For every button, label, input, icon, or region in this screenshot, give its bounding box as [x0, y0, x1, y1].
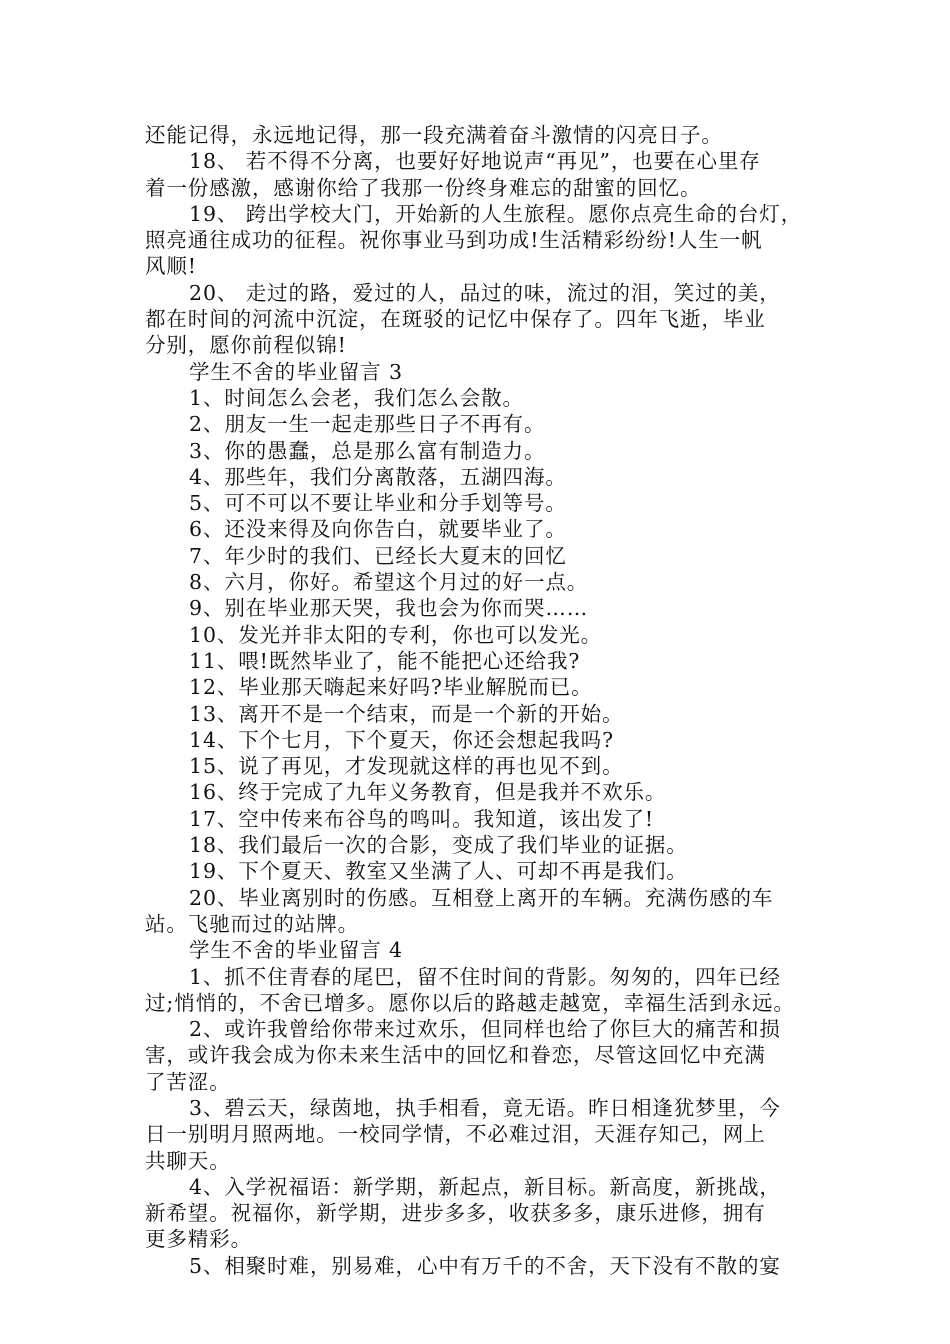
- text-line: 5、可不可以不要让毕业和分手划等号。: [189, 491, 567, 516]
- text-line: 9、别在毕业那天哭，我也会为你而哭……: [189, 596, 589, 621]
- text-line: 日一别明月照两地。一校同学情，不必难过泪，天涯存知己，网上: [145, 1122, 766, 1147]
- text-line: 10、发光并非太阳的专利，你也可以发光。: [189, 622, 603, 647]
- text-line: 11、喂!既然毕业了，能不能把心还给我?: [189, 648, 581, 673]
- text-line: 共聊天。: [145, 1148, 231, 1173]
- text-line: 3、你的愚蠢，总是那么富有制造力。: [189, 438, 546, 463]
- text-line: 20、 走过的路，爱过的人，品过的味，流过的泪，笑过的美，: [189, 280, 781, 305]
- text-line: 7、年少时的我们、已经长大夏末的回忆: [189, 543, 567, 568]
- text-line: 5、相聚时难，别易难，心中有万千的不舍，天下没有不散的宴: [189, 1253, 781, 1278]
- text-line: 学生不舍的毕业留言 4: [189, 938, 403, 963]
- text-line: 1、时间怎么会老，我们怎么会散。: [189, 385, 524, 410]
- text-line: 18、 若不得不分离，也要好好地说声“再见”，也要在心里存: [189, 149, 761, 174]
- text-line: 还能记得，永远地记得，那一段充满着奋斗激情的闪亮日子。: [145, 123, 723, 147]
- text-line: 学生不舍的毕业留言 3: [189, 359, 403, 384]
- text-line: 19、 跨出学校大门，开始新的人生旅程。愿你点亮生命的台灯，: [189, 201, 803, 226]
- text-line: 更多精彩。: [145, 1227, 252, 1252]
- text-line: 都在时间的河流中沉淀，在斑驳的记忆中保存了。四年飞逝，毕业: [145, 307, 766, 332]
- text-line: 12、毕业那天嗨起来好吗?毕业解脱而已。: [189, 675, 593, 700]
- text-line: 着一份感激，感谢你给了我那一份终身难忘的甜蜜的回忆。: [145, 175, 702, 200]
- text-line: 了苦涩。: [145, 1069, 231, 1094]
- text-line: 害，或许我会成为你未来生活中的回忆和眷恋，尽管这回忆中充满: [145, 1043, 766, 1068]
- text-line: 17、空中传来布谷鸟的鸣叫。我知道，该出发了!: [189, 806, 655, 831]
- text-line: 16、终于完成了九年义务教育，但是我并不欢乐。: [189, 780, 667, 805]
- text-line: 14、下个七月，下个夏天，你还会想起我吗?: [189, 727, 614, 752]
- text-line: 18、我们最后一次的合影，变成了我们毕业的证据。: [189, 833, 688, 858]
- document-body: [145, 122, 807, 1279]
- text-line: 照亮通往成功的征程。祝你事业马到功成!生活精彩纷纷!人生一帆: [145, 228, 763, 253]
- text-line: 15、说了再见，才发现就这样的再也见不到。: [189, 754, 624, 779]
- text-line: 过;悄悄的，不舍已增多。愿你以后的路越走越宽，幸福生活到永远。: [145, 990, 795, 1015]
- text-line: 2、朋友一生一起走那些日子不再有。: [189, 412, 546, 437]
- text-line: 2、或许我曾给你带来过欢乐，但同样也给了你巨大的痛苦和损: [189, 1017, 781, 1042]
- text-line: 1、抓不住青春的尾巴，留不住时间的背影。匆匆的，四年已经: [189, 964, 781, 989]
- text-line: 13、离开不是一个结束，而是一个新的开始。: [189, 701, 624, 726]
- text-line: 8、六月，你好。希望这个月过的好一点。: [189, 570, 589, 595]
- text-line: 19、下个夏天、教室又坐满了人、可却不再是我们。: [189, 859, 688, 884]
- text-line: 站。飞驰而过的站牌。: [145, 911, 359, 936]
- text-line: 20、毕业离别时的伤感。互相登上离开的车辆。充满伤感的车: [189, 885, 774, 910]
- text-line: 4、那些年，我们分离散落，五湖四海。: [189, 464, 567, 489]
- text-line: 分别，愿你前程似锦!: [145, 333, 347, 358]
- text-line: 风顺!: [145, 254, 197, 279]
- text-line: 3、碧云天，绿茵地，执手相看，竟无语。昨日相逢犹梦里，今: [189, 1095, 781, 1120]
- text-line: 4、入学祝福语：新学期，新起点，新目标。新高度，新挑战，: [189, 1174, 781, 1199]
- text-line: 新希望。祝福你，新学期，进步多多，收获多多，康乐进修，拥有: [145, 1201, 766, 1226]
- text-line: 6、还没来得及向你告白，就要毕业了。: [189, 517, 567, 542]
